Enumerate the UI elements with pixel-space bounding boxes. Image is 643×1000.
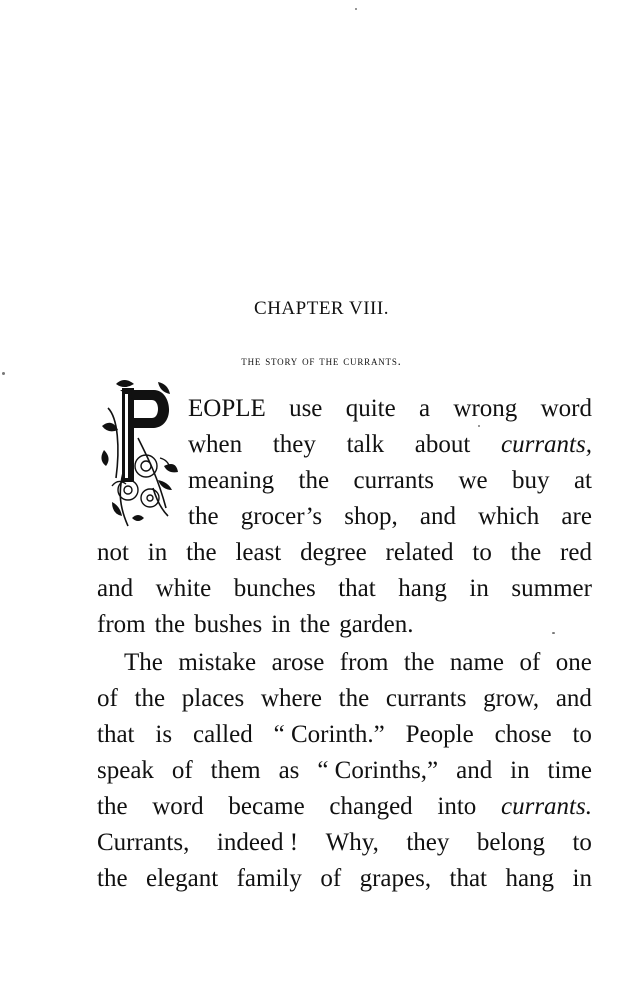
word: one	[555, 649, 592, 676]
word: use	[289, 395, 323, 422]
word: grow,	[483, 685, 540, 712]
scan-speck	[2, 372, 5, 375]
word: meaning	[188, 467, 275, 494]
word-italic: currants,	[501, 431, 592, 458]
text-line	[97, 538, 592, 568]
text-line	[124, 648, 592, 678]
word: not	[97, 539, 129, 566]
word: them	[210, 757, 261, 784]
word: a	[419, 395, 431, 422]
word: currants	[385, 685, 467, 712]
word: that	[449, 865, 488, 892]
word: currants	[353, 467, 435, 494]
text-line	[97, 756, 592, 786]
chapter-subtitle: the story of the currants.	[241, 353, 402, 368]
word: shop,	[344, 503, 398, 530]
word: quite	[345, 395, 396, 422]
scan-speck	[355, 8, 357, 10]
word: talk	[346, 431, 385, 458]
word: grocer’s	[240, 503, 323, 530]
word: speak	[97, 757, 154, 784]
word: elegant	[145, 865, 219, 892]
word: changed	[329, 793, 413, 820]
scan-speck	[478, 425, 480, 427]
word: the	[134, 685, 166, 712]
text-line	[188, 430, 592, 460]
word: into	[437, 793, 477, 820]
word: red	[560, 539, 592, 566]
word: “ Corinths,”	[317, 757, 439, 784]
word: that	[97, 721, 135, 748]
word: the	[97, 793, 128, 820]
word: and	[97, 575, 134, 602]
word: about	[414, 431, 471, 458]
word: the	[154, 611, 186, 638]
word: to	[572, 829, 592, 856]
word: chose	[494, 721, 552, 748]
word: are	[561, 503, 592, 530]
text-line	[188, 394, 592, 424]
word: The	[124, 649, 163, 676]
text-line	[97, 610, 592, 640]
text-line	[97, 828, 592, 858]
word: EOPLE	[188, 395, 266, 422]
word: least	[235, 539, 282, 566]
word: became	[228, 793, 305, 820]
word: buy	[512, 467, 550, 494]
word: from	[97, 611, 146, 638]
word: Why,	[325, 829, 379, 856]
chapter-heading: CHAPTER VIII.	[254, 298, 389, 319]
word: in	[510, 757, 530, 784]
word: places	[181, 685, 245, 712]
word: that	[338, 575, 376, 602]
word: “ Corinth.”	[273, 721, 385, 748]
word: Currants,	[97, 829, 190, 856]
word: where	[260, 685, 322, 712]
word: summer	[511, 575, 592, 602]
word: word	[152, 793, 204, 820]
text-line	[97, 792, 592, 822]
word: in	[572, 865, 592, 892]
word: called	[193, 721, 253, 748]
word: of	[171, 757, 193, 784]
word-italic: currants.	[501, 793, 592, 820]
word: they	[272, 431, 316, 458]
word: which	[478, 503, 540, 530]
word: white	[155, 575, 212, 602]
word: in	[469, 575, 489, 602]
word: hang	[505, 865, 555, 892]
word: word	[540, 395, 592, 422]
word: of	[519, 649, 541, 676]
text-line	[97, 574, 592, 604]
text-line	[188, 466, 592, 496]
word: hang	[398, 575, 447, 602]
word: related	[385, 539, 454, 566]
word: People	[405, 721, 474, 748]
word: indeed !	[216, 829, 299, 856]
word: family	[236, 865, 302, 892]
word: and	[555, 685, 592, 712]
floral-initial-p-icon	[98, 378, 180, 530]
text-line	[97, 864, 592, 894]
word: time	[547, 757, 592, 784]
word: arose	[271, 649, 325, 676]
text-line	[188, 502, 592, 532]
word: the	[403, 649, 435, 676]
word: in	[147, 539, 168, 566]
word: garden.	[339, 611, 414, 638]
text-line	[97, 720, 592, 750]
word: bunches	[233, 575, 316, 602]
word: in	[271, 611, 291, 638]
word: to	[472, 539, 492, 566]
word: wrong	[453, 395, 518, 422]
word: degree	[300, 539, 367, 566]
word: grapes,	[359, 865, 432, 892]
text-line	[97, 684, 592, 714]
word: bushes	[194, 611, 263, 638]
word: is	[155, 721, 173, 748]
scan-speck	[552, 632, 555, 634]
word: the	[298, 467, 330, 494]
word: as	[278, 757, 300, 784]
word: the	[186, 539, 217, 566]
word: we	[458, 467, 488, 494]
word: at	[573, 467, 592, 494]
word: the	[510, 539, 542, 566]
word: name	[449, 649, 505, 676]
word: the	[338, 685, 370, 712]
word: of	[320, 865, 342, 892]
word: and	[419, 503, 457, 530]
word: mistake	[178, 649, 257, 676]
word: the	[299, 611, 331, 638]
word: they	[406, 829, 450, 856]
word: from	[339, 649, 389, 676]
word: the	[188, 503, 219, 530]
word: to	[572, 721, 592, 748]
word: the	[97, 865, 128, 892]
word: when	[188, 431, 243, 458]
word: belong	[476, 829, 545, 856]
word: of	[97, 685, 118, 712]
word: and	[456, 757, 493, 784]
